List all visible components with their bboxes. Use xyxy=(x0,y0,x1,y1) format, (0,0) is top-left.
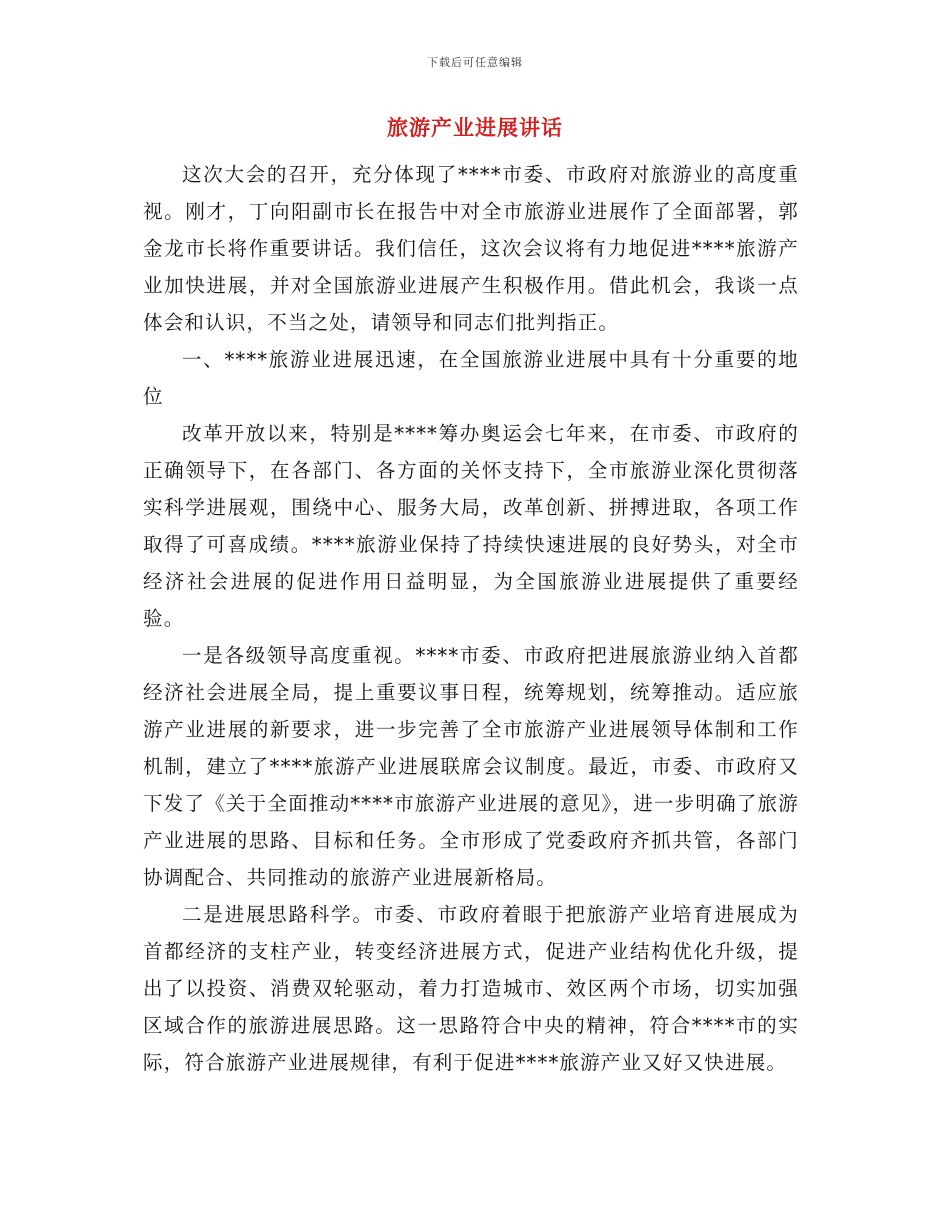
section-heading: 一、****旅游业进展迅速，在全国旅游业进展中具有十分重要的地位 xyxy=(143,348,799,408)
paragraph: 这次大会的召开，充分体现了****市委、市政府对旅游业的高度重视。刚才，丁向阳副市长在报告中对全市旅游业进展作了全面部署，郭金龙市长将作重要讲话。我们信任，这次会议将有力地促进****旅游产业加快进展，并对全国旅游业进展产生积极作用。借此机会，我谈一点体会和认识，不当之处，请领导和同志们批判指正。 xyxy=(143,163,799,334)
header-note: 下载后可任意编辑 xyxy=(427,56,523,69)
document-title: 旅游产业进展讲话 xyxy=(387,115,563,140)
paragraph: 二是进展思路科学。市委、市政府着眼于把旅游产业培育进展成为首都经济的支柱产业，转变经济进展方式，促进产业结构优化升级，提出了以投资、消费双轮驱动，着力打造城市、效区两个市场，切实加强区域合作的旅游进展思路。这一思路符合中央的精神，符合****市的实际，符合旅游产业进展规律，有利于促进****旅游产业又好又快进展。 xyxy=(143,903,799,1074)
document-body xyxy=(143,156,799,1081)
paragraph: 一是各级领导高度重视。****市委、市政府把进展旅游业纳入首都经济社会进展全局，提上重要议事日程，统筹规划，统筹推动。适应旅游产业进展的新要求，进一步完善了全市旅游产业进展领导体制和工作机制，建立了****旅游产业进展联席会议制度。最近，市委、市政府又下发了《关于全面推动****市旅游产业进展的意见》，进一步明确了旅游产业进展的思路、目标和任务。全市形成了党委政府齐抓共管，各部门协调配合、共同推动的旅游产业进展新格局。 xyxy=(143,644,799,889)
paragraph: 改革开放以来，特别是****筹办奥运会七年来，在市委、市政府的正确领导下，在各部门、各方面的关怀支持下，全市旅游业深化贯彻落实科学进展观，围绕中心、服务大局，改革创新、拼搏进取，各项工作取得了可喜成绩。****旅游业保持了持续快速进展的良好势头，对全市经济社会进展的促进作用日益明显，为全国旅游业进展提供了重要经验。 xyxy=(143,422,799,630)
